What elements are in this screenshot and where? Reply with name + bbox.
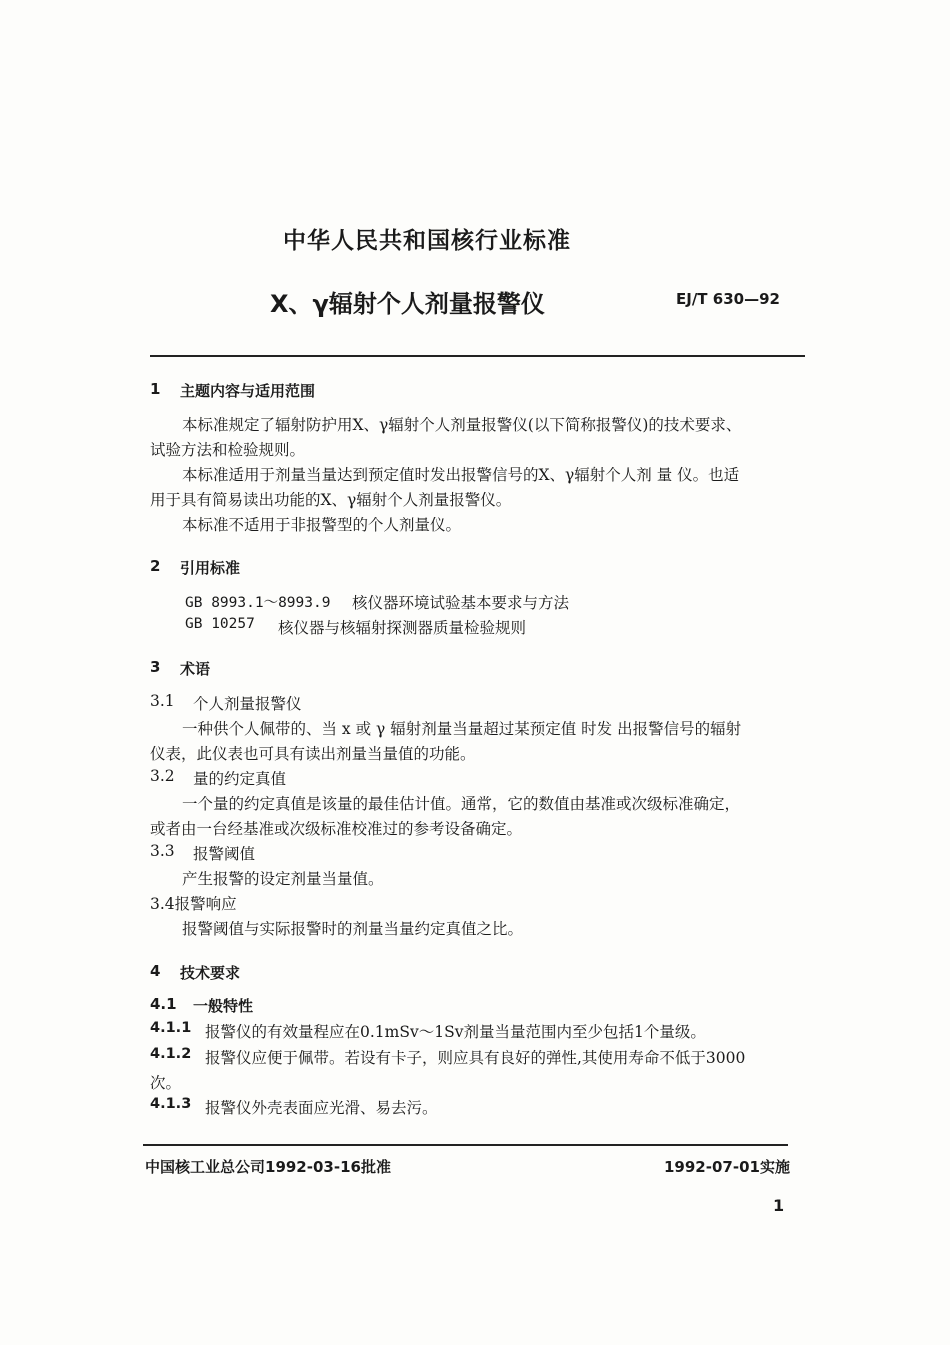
term-3-2-number: 3.2 (150, 767, 175, 785)
section-1-para-2-line-1: 本标准适用于剂量当量达到预定值时发出报警信号的X、γ辐射个人剂 量 仪。也适 (182, 466, 740, 484)
document-title: X、γ辐射个人剂量报警仪 (270, 290, 545, 318)
term-3-2-title: 量的约定真值 (193, 770, 287, 788)
effective-date: 1992-07-01实施 (664, 1158, 790, 1176)
reference-1-title: 核仪器环境试验基本要求与方法 (352, 594, 570, 612)
section-1-number: 1 (150, 380, 161, 398)
section-3-number: 3 (150, 658, 161, 676)
term-3-1-def-line-2: 仪表，此仪表也可具有读出剂量当量值的功能。 (150, 745, 476, 763)
footer-rule (143, 1144, 788, 1146)
standard-code: EJ/T 630—92 (676, 290, 780, 308)
term-3-3-title: 报警阈值 (193, 845, 256, 863)
section-3-title: 术语 (180, 660, 211, 678)
section-1-para-2-line-2: 用于具有简易读出功能的X、γ辐射个人剂量报警仪。 (150, 491, 512, 509)
clause-4-1-3-number: 4.1.3 (150, 1096, 192, 1112)
term-3-1-title: 个人剂量报警仪 (193, 695, 302, 713)
clause-4-1-title: 一般特性 (193, 997, 254, 1015)
term-3-3-number: 3.3 (150, 842, 175, 860)
term-3-2-def-line-2: 或者由一台经基准或次级标准校准过的参考设备确定。 (150, 820, 523, 838)
section-1-para-1-line-2: 试验方法和检验规则。 (150, 441, 306, 459)
section-1-title: 主题内容与适用范围 (180, 382, 316, 400)
term-3-1-def-line-1: 一种供个人佩带的、当 x 或 γ 辐射剂量当量超过某预定值 时发 出报警信号的辐射 (182, 720, 742, 738)
org-title: 中华人民共和国核行业标准 (283, 228, 571, 254)
clause-4-1-1-number: 4.1.1 (150, 1020, 192, 1036)
approval-line: 中国核工业总公司1992-03-16批准 (145, 1158, 391, 1176)
reference-2-code: GB 10257 (185, 616, 255, 632)
section-1-para-3: 本标准不适用于非报警型的个人剂量仪。 (182, 516, 462, 534)
section-1-para-1-line-1: 本标准规定了辐射防护用X、γ辐射个人剂量报警仪(以下简称报警仪)的技术要求、 (182, 416, 742, 434)
reference-2-title: 核仪器与核辐射探测器质量检验规则 (278, 619, 527, 637)
clause-4-1-2-text: 报警仪应便于佩带。若设有卡子，则应具有良好的弹性,其使用寿命不低于3000 (205, 1049, 746, 1067)
clause-4-1-2-number: 4.1.2 (150, 1046, 192, 1062)
clause-4-1-2-continuation: 次。 (150, 1074, 182, 1092)
term-3-4-heading: 3.4报警响应 (150, 895, 237, 913)
page-number: 1 (773, 1196, 785, 1215)
section-4-number: 4 (150, 962, 161, 980)
clause-4-1-1-text: 报警仪的有效量程应在0.1mSv～1Sv剂量当量范围内至少包括1个量级。 (205, 1023, 706, 1041)
term-3-4-def: 报警阈值与实际报警时的剂量当量约定真值之比。 (182, 920, 524, 938)
term-3-2-def-line-1: 一个量的约定真值是该量的最佳估计值。通常，它的数值由基准或次级标准确定， (182, 795, 741, 813)
header-rule (150, 355, 805, 357)
clause-4-1-3-text: 报警仪外壳表面应光滑、易去污。 (205, 1099, 438, 1117)
term-3-1-number: 3.1 (150, 692, 175, 710)
section-2-number: 2 (150, 557, 161, 575)
section-4-title: 技术要求 (180, 964, 241, 982)
section-2-title: 引用标准 (180, 559, 241, 577)
term-3-3-def: 产生报警的设定剂量当量值。 (182, 870, 384, 888)
clause-4-1-number: 4.1 (150, 995, 177, 1013)
reference-1-code: GB 8993.1～8993.9 (185, 595, 331, 611)
